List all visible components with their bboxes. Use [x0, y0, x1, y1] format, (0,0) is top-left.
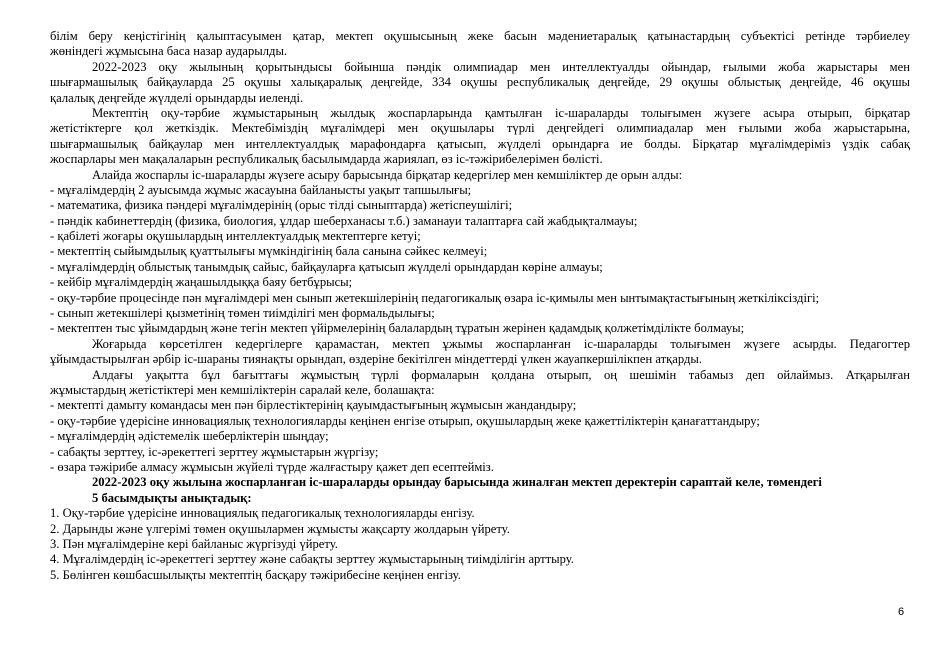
priority-item: 3. Пән мұғалімдеріне кері байланыс жүргізуді үйрету.	[50, 536, 338, 551]
results-line-1: 2022-2023 оқу жылының қорытындысы бойынша пәндік олимпиадар мен интеллектуалды ойындар, ғылыми жоба жарыстары мен	[92, 59, 910, 74]
obstacle-item: - қабілеті жоғары оқушылардың интеллектуалдық мектептерге кетуі;	[50, 229, 421, 244]
priority-item: 4. Мұғалімдердің іс-әрекеттегі зерттеу және сабақты зерттеу жұмыстарының тиімділігін арттыру.	[50, 552, 574, 567]
achievements-line-1: Мектептің оқу-тәрбие жұмыстарының жылдық жоспарларында қамтылған іс-шараларды толығымен жүзеге асыра отырып, бірқатар	[92, 105, 910, 120]
document-page	[50, 29, 910, 583]
future-item: - мұғалімдердің әдістемелік шеберліктерін шыңдау;	[50, 429, 329, 444]
priority-item: 1. Оқу-тәрбие үдерісіне инновациялық педагогикалық технологияларды енгізу.	[50, 506, 475, 521]
future-item: - сабақты зерттеу, іс-әрекеттегі зерттеу жұмыстарын жүргізу;	[50, 444, 379, 459]
obstacle-item: - сынып жетекшілері қызметінің төмен тиімділігі мен формальдылығы;	[50, 306, 435, 321]
intro-line-2: жөніндегі жұмысына баса назар аударылды.	[50, 44, 288, 59]
future-item: - өзара тәжірибе алмасу жұмысын жүйелі түрде жалғастыру қажет деп есептейміз.	[50, 459, 494, 474]
obstacle-item: - пәндік кабинеттердің (физика, биология, ұлдар шеберханасы т.б.) заманауи талаптарға сай жабдықталмауы;	[50, 213, 638, 228]
priorities-heading-line-2: 5 басымдықты анықтадық:	[92, 490, 252, 505]
results-line-3: қалалық деңгейде жүлделі орындарды иеленді.	[50, 90, 304, 105]
achievements-line-4: жоспарлары мен мақалаларын республикалық басылымдарда жариялап, өз іс-тәжірибелерімен бөлісті.	[50, 152, 603, 167]
future-line-1: Алдағы уақытта бұл бағыттағы жұмыстың түрлі формаларын қолдана отырып, оң шешімін табамыз деп ойлаймыз. Атқарылған	[92, 367, 910, 382]
achievements-line-3: шығармашылық байқаулар мен интеллектуалдық марафондарға қатысып, жүлделі орындарға ие болды. Бірқатар мұғалімдеріміз үздік сабақ	[50, 136, 910, 151]
priorities-heading-line-1: 2022-2023 оқу жылына жоспарланған іс-шараларды орындау барысында жиналған мектеп деректерін сараптай келе, төмендегі	[92, 475, 822, 490]
obstacle-item: - математика, физика пәндері мұғалімдерінің (орыс тілді сыныптарда) жетіспеушілігі;	[50, 198, 513, 213]
priority-item: 5. Бөлінген көшбасшылықты мектептің басқару тәжірибесіне кеңінен енгізу.	[50, 567, 461, 582]
obstacle-item: - мектептің сыйымдылық қуаттылығы мүмкіндігінің бала санына сәйкес келмеуі;	[50, 244, 488, 259]
achievements-line-2: жетістіктерге қол жеткіздік. Мектебіміздің мұғалімдері мен оқушылары түрлі деңгейдегі олимпиадалар мен ғылыми жоба жарыстарына,	[50, 121, 910, 136]
despite-line-1: Жоғарыда көрсетілген кедергілерге қарамастан, мектеп ұжымы жоспарланған іс-шараларды толығымен жүзеге асырды. Педагогтер	[92, 336, 910, 351]
future-item: - оқу-тәрбие үдерісіне инновациялық технологияларды кеңінен енгізе отырып, оқушылардың жеке қажеттіліктерін қанағаттандыру;	[50, 413, 760, 428]
intro-line-1: білім беру кеңістігінің қалыптасуымен қатар, мектеп оқушысының жеке басын мәдениетаралық қатынастардың субъектісі ретінде тәрбиелеу	[50, 29, 910, 43]
results-line-2: шығармашылық байқауларда 25 оқушы халықаралық деңгейде, 334 оқушы республикалық деңгейде, 29 оқушы облыстық деңгейде, 46 оқушы	[50, 75, 910, 90]
obstacles-intro: Алайда жоспарлы іс-шараларды жүзеге асыру барысында бірқатар кедергілер мен кемшіліктер де орын алды:	[92, 167, 683, 182]
obstacle-item: - оқу-тәрбие процесінде пән мұғалімдері мен сынып жетекшілерінің педагогикалық өзара іс-қимылы мен ынтымақтастығының жеткіліксіздігі;	[50, 290, 820, 305]
despite-line-2: ұйымдастырылған әрбір іс-шараны тиянақты орындап, өздеріне бекітілген міндеттерді үлкен жауапкершілікпен атқарды.	[50, 352, 702, 367]
obstacle-item: - кейбір мұғалімдердің жаңашылдыққа баяу бетбұрысы;	[50, 275, 353, 290]
page-number: 6	[898, 606, 905, 618]
obstacle-item: - мектептен тыс ұйымдардың және тегін мектеп үйірмелерінің балалардың тұратын жерінен қадамдық қолжетімділікте болмауы;	[50, 321, 745, 336]
future-line-2: жұмыстардың жетістіктері мен кемшіліктерін саралай келе, болашақта:	[50, 382, 435, 397]
obstacle-item: - мұғалімдердің облыстық танымдық сайыс, байқауларға қатысып жүлделі орындардан көріне алмауы;	[50, 259, 603, 274]
priority-item: 2. Дарынды және үлгерімі төмен оқушылармен жұмысты жақсарту жолдарын үйрету.	[50, 521, 510, 536]
obstacle-item: - мұғалімдердің 2 ауысымда жұмыс жасауына байланысты уақыт тапшылығы;	[50, 182, 472, 197]
future-item: - мектепті дамыту командасы мен пән бірлестіктерінің қауымдастығының жұмысын жандандыру;	[50, 398, 577, 413]
